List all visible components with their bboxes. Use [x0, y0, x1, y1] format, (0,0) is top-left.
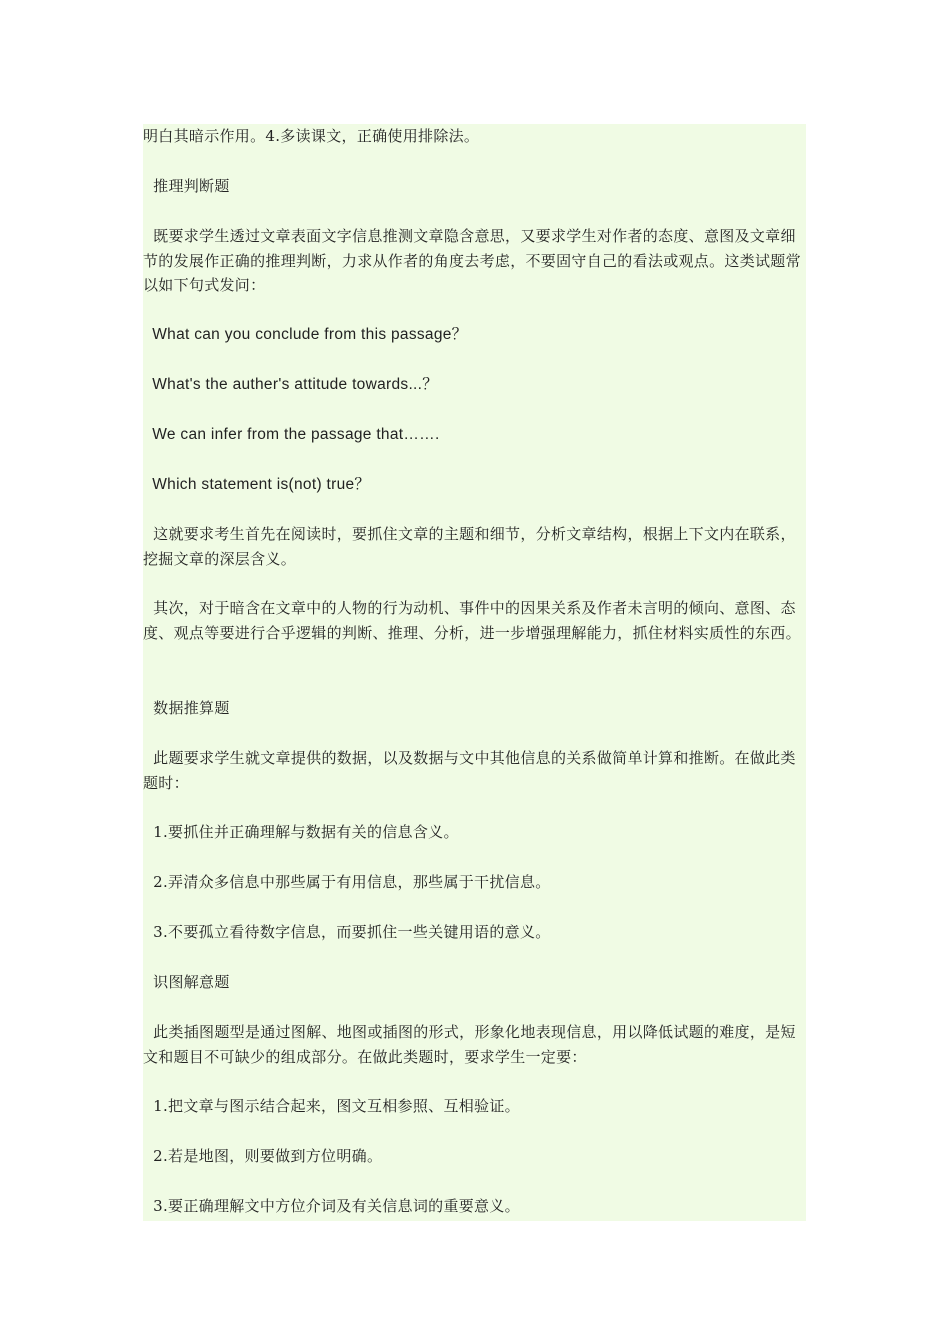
question-form-3: We can infer from the passage that…….	[143, 426, 440, 443]
heading-data-calculation: 数据推算题	[143, 699, 230, 717]
paragraph-figure-desc: 此类插图题型是通过图解、地图或插图的形式，形象化地表现信息，用以降低试题的难度，是短文和题目不可缺少的组成部分。在做此类题时，要求学生一定要：	[143, 1023, 796, 1066]
paragraph-inference-desc: 既要求学生透过文章表面文字信息推测文章隐含意思，又要求学生对作者的态度、意图及文章细节的发展作正确的推理判断，力求从作者的角度去考虑，不要固守自己的看法或观点。这类试题常以如下句式发问：	[143, 227, 801, 294]
figure-tip-1: 1.把文章与图示结合起来，图文互相参照、互相验证。	[143, 1097, 520, 1115]
paragraph-implied-meaning: 其次，对于暗含在文章中的人物的行为动机、事件中的因果关系及作者未言明的倾向、意图、态度、观点等要进行合乎逻辑的判断、推理、分析，进一步增强理解能力，抓住材料实质性的东西。	[143, 599, 801, 642]
data-tip-2: 2.弄清众多信息中那些属于有用信息，那些属于干扰信息。	[143, 873, 551, 891]
content-panel	[143, 124, 806, 1221]
heading-inference: 推理判断题	[143, 177, 230, 195]
figure-tip-2: 2.若是地图，则要做到方位明确。	[143, 1147, 383, 1165]
paragraph-reading-focus: 这就要求考生首先在阅读时，要抓住文章的主题和细节，分析文章结构，根据上下文内在联系，挖掘文章的深层含义。	[143, 525, 796, 568]
heading-figure-reading: 识图解意题	[143, 973, 230, 991]
question-form-1: What can you conclude from this passage？	[143, 326, 468, 343]
question-form-2: What's the auther's attitude towards...？	[143, 376, 439, 393]
question-form-4: Which statement is(not) true？	[143, 476, 371, 493]
paragraph-intro-tail: 明白其暗示作用。4.多读课文，正确使用排除法。	[143, 127, 480, 145]
figure-tip-3: 3.要正确理解文中方位介词及有关信息词的重要意义。	[143, 1197, 520, 1215]
paragraph-data-desc: 此题要求学生就文章提供的数据，以及数据与文中其他信息的关系做简单计算和推断。在做此类题时：	[143, 749, 796, 792]
data-tip-1: 1.要抓住并正确理解与数据有关的信息含义。	[143, 823, 459, 841]
data-tip-3: 3.不要孤立看待数字信息，而要抓住一些关键用语的意义。	[143, 923, 551, 941]
